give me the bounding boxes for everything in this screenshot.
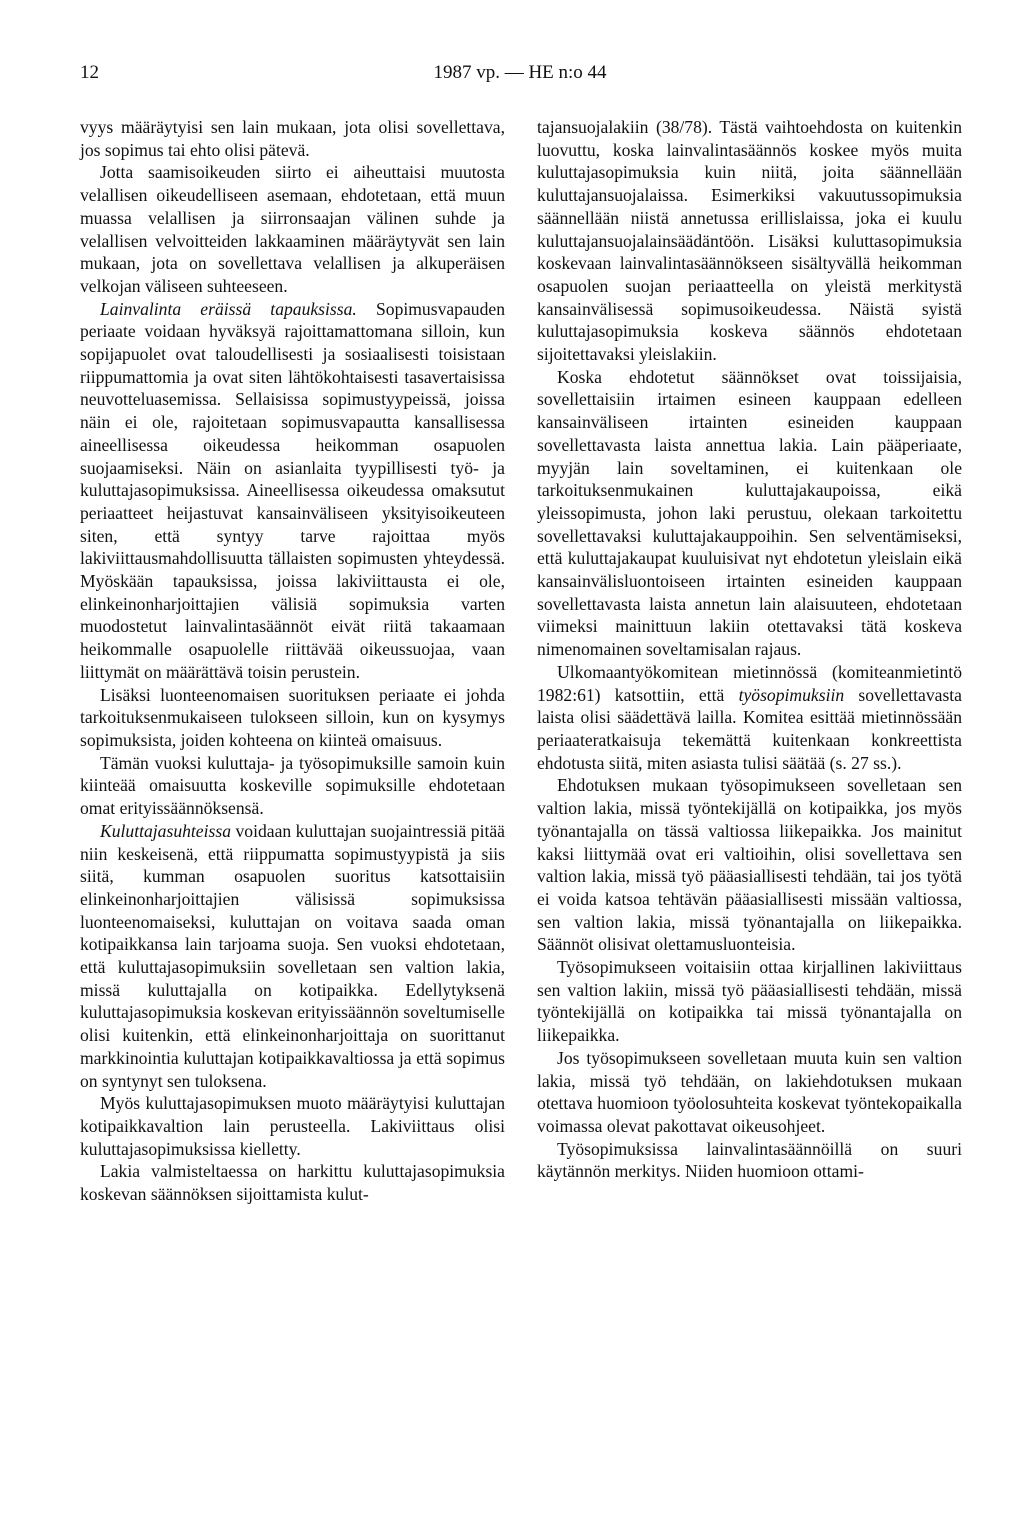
paragraph xyxy=(80,298,505,684)
paragraph: Työsopimukseen voitaisiin ottaa kirjallinen lakiviittaus sen valtion lakiin, missä työ pääasiallisesti tehdään, missä työntekijällä on kotipaikka tai missä työnantajalla on liikepaikka. xyxy=(537,957,962,1046)
section-heading: Kuluttajasuhteissa xyxy=(100,820,231,841)
emphasis-term: työsopimuksiin xyxy=(738,684,845,705)
paragraph xyxy=(80,820,505,1092)
left-column xyxy=(80,116,505,1206)
paragraph: Työsopimuksissa lainvalintasäännöillä on suuri käytännön merkitys. Niiden huomioon ottami- xyxy=(537,1138,962,1182)
paragraph: Lakia valmisteltaessa on harkittu kuluttajasopimuksia koskevan säännöksen sijoittamista kulut- xyxy=(80,1161,505,1205)
page-header xyxy=(80,62,960,92)
paragraph-text: sovellettavasta laista olisi säädettävä laillа. Komitea esittää mietinnössään periaateratkaisuja tekemättä kuitenkaan konkreettista ehdotusta siitä, miten asiasta tulisi säätää (s. 27 ss.). xyxy=(537,684,962,773)
paragraph: Koska ehdotetut säännökset ovat toissijaisia, sovellettaisiin irtaimen esineen kauppaan edelleen kansainväliseen irtainten esineiden kauppaan sovellettavasta laista annettua lakia. Lain pääperiaate, myyjän lain soveltaminen, ei kuitenkaan ole tarkoituksenmukainen kuluttajakaupoissa, eikä yleissopimusta, johon laki perustuu, olekaan tarkoitettu sovellettavaksi kuluttajakauppoihin. Sen selventämiseksi, että kuluttajakaupat kuuluisivat nyt ehdotetun yleislain eikä kansainvälisluontoiseen irtainten esineiden kauppaan sovellettavasta laista annetun lain alaisuuteen, ehdotetaan viimeksi mainittuun lakiin otettavaksi tätä koskeva nimenomainen soveltamisalan rajaus. xyxy=(537,366,962,660)
paragraph: Lisäksi luonteenomaisen suorituksen periaate ei johda tarkoituksenmukaiseen tulokseen silloin, kun on kysymys sopimuksista, joiden kohteena on kiinteä omaisuus. xyxy=(80,684,505,750)
section-heading: Lainvalinta eräissä tapauksissa. xyxy=(100,298,357,319)
paragraph-text: voidaan kuluttajan suojaintressiä pitää niin keskeisenä, että riippumatta sopimustyypistä ja siis siitä, kumman osapuolen suoritus katsottaisiin elinkeinonharjoittajien välisissä sopimuksissa luonteenomaiseksi, kuluttajan on voitava saada oman kotipaikkansa lain tarjoama suoja. Sen vuoksi ehdotetaan, että kuluttajasopimuksiin sovelletaan sen valtion lakia, missä kuluttajalla on kotipaikka. Edellytyksenä kuluttajasopimuksia koskevan erityissäännön soveltumiselle olisi kuitenkin, että elinkeinonharjoittaja on suorittanut markkinointia kuluttajan kotipaikkavaltiossa ja että sopimus on syntynyt sen tuloksena. xyxy=(80,820,505,1091)
paragraph-text: Ulkomaantyökomitean mietinnössä (komiteanmietintö 1982:61) katsottiin, että xyxy=(537,661,962,705)
paragraph: Jos työsopimukseen sovelletaan muuta kuin sen valtion lakia, missä työ tehdään, on lakiehdotuksen mukaan otettava huomioon työolosuhteita koskevat työntekopaikalla voimassa olevat pakottavat oikeusohjeet. xyxy=(537,1047,962,1136)
right-column xyxy=(537,116,962,1183)
paragraph: Tämän vuoksi kuluttaja- ja työsopimuksille samoin kuin kiinteää omaisuutta koskeville sopimuksille ehdotetaan omat erityissäännöksensä. xyxy=(80,752,505,819)
running-title: 1987 vp. — HE n:o 44 xyxy=(433,62,607,83)
paragraph: tajansuojalakiin (38/78). Tästä vaihtoehdosta on kuitenkin luovuttu, koska lainvalintasäännös koskee myös muita kuluttajasopimuksia kuin niitä, joita säännellään kuluttajansuojalaissa. Esimerkiksi vakuutussopimuksia säännellään niistä annetussa erillislaissa, joka ei kuulu kuluttajansuojalainsäädäntöön. Lisäksi kuluttasopimuksia koskevaan lainvalintasäännökseen sisältyvällä heikomman osapuolen suojan periaatteella on yleistä merkitystä kansainvälisessä sopimusoikeudessa. Näistä syistä kuluttajasopimuksia koskeva säännös ehdotetaan sijoitettavaksi yleislakiin. xyxy=(537,117,962,365)
paragraph: vyys määräytyisi sen lain mukaan, jota olisi sovellettava, jos sopimus tai ehto olisi pätevä. xyxy=(80,117,505,160)
paragraph: Ehdotuksen mukaan työsopimukseen sovelletaan sen valtion lakia, missä työntekijällä on kotipaikka, jos myös työnantajalla on tässä valtiossa liikepaikka. Jos mainitut kaksi liittymää ovat eri valtioihin, olisi sovellettava sen valtion lakia, missä työ pääasiallisesti tehdään, tai jos työtä ei voida katsoa tehtävän pääasiallisesti missään valtiossa, sen valtion lakia, missä työnantajalla on liikepaikka. Säännöt olisivat olettamusluonteisia. xyxy=(537,775,962,955)
paragraph: Jotta saamisoikeuden siirto ei aiheuttaisi muutosta velallisen oikeudelliseen asemaan, ehdotetaan, että muun muassa velallisen ja siirronsaajan välinen suhde ja velallisen velvoitteiden lakkaaminen määräytyvät sen lain mukaan, jota on sovellettava velallisen ja alkuperäisen velkojan väliseen suhteeseen. xyxy=(80,162,505,296)
paragraph: Myös kuluttajasopimuksen muoto määräytyisi kuluttajan kotipaikkavaltion lain perusteella. Lakiviittaus olisi kuluttajasopimuksissa kielletty. xyxy=(80,1093,505,1159)
page-number: 12 xyxy=(80,62,99,83)
paragraph xyxy=(537,661,962,775)
paragraph-text: Sopimusvapauden periaate voidaan hyväksyä rajoittamattomana silloin, kun sopijapuolet ovat taloudellisesti ja sosiaalisesti toisistaan riippumattomia ja ovat siten lähtökohtaisesti tasavertaisissa neuvotteluasemissa. Sellaisissa sopimustyypeissä, joissa näin ei ole, rajoitetaan sopimusvapautta kansallisessa aineellisessa oikeudessa heikomman osapuolen suojaamiseksi. Näin on asianlaita tyypillisesti työ- ja kuluttajasopimuksissa. Aineellisessa oikeudessa omaksutut periaatteet heijastuvat kansainväliseen yksityisoikeuteen siten, että syntyy tarve rajoittaa myös lakiviittausmahdollisuutta tällaisten sopimusten yhteydessä. Myöskään tapauksissa, joissa lakiviittausta ei ole, elinkeinonharjoittajien välisiä sopimuksia varten muodostetut lainvalintasäännöt eivät riitä takaamaan heikommalle osapuolelle riittävää oikeussuojaa, vaan liittymät on määrättävä toisin perustein. xyxy=(80,298,505,682)
